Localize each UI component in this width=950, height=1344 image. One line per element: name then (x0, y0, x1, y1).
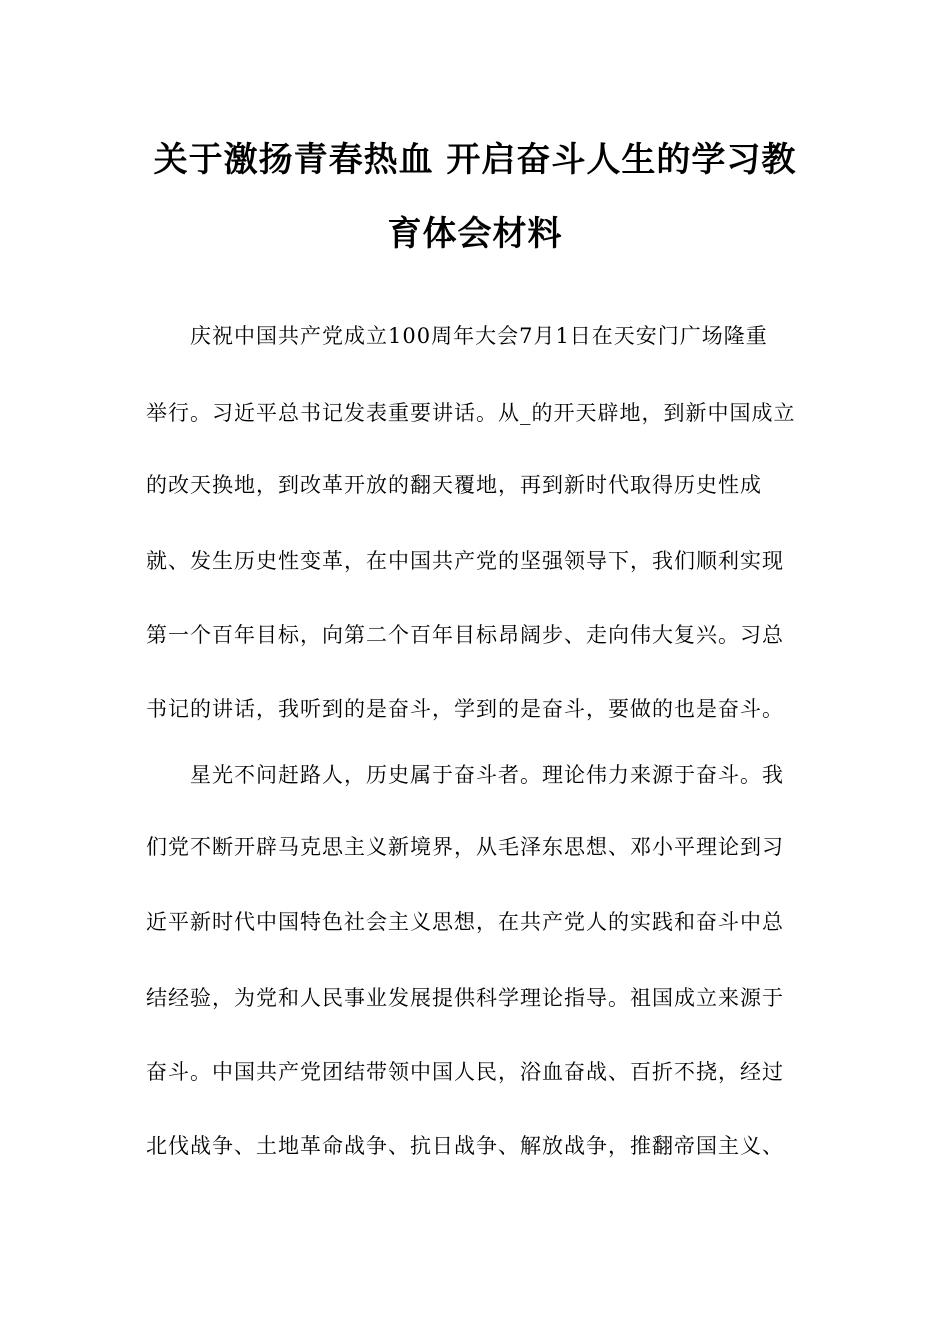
paragraph-1-line-1: 庆祝中国共产党成立100周年大会7月1日在天安门广场隆重 (190, 324, 768, 348)
paragraph-2-line-6: 北伐战争、土地革命战争、抗日战争、解放战争，推翻帝国主义、 (146, 1134, 784, 1158)
paragraph-1-line-3: 的改天换地，到改革开放的翻天覆地，再到新时代取得历史性成 (146, 473, 762, 497)
paragraph-2-line-1: 星光不问赶路人，历史属于奋斗者。理论伟力来源于奋斗。我 (190, 763, 784, 787)
paragraph-1-line-6: 书记的讲话，我听到的是奋斗，学到的是奋斗，要做的也是奋斗。 (146, 697, 784, 721)
paragraph-2-line-2: 们党不断开辟马克思主义新境界，从毛泽东思想、邓小平理论到习 (146, 835, 784, 859)
document-title-line-1: 关于激扬青春热血 开启奋斗人生的学习教 (153, 140, 797, 180)
paragraph-2-line-3: 近平新时代中国特色社会主义思想，在共产党人的实践和奋斗中总 (146, 910, 784, 934)
paragraph-1-line-2: 举行。习近平总书记发表重要讲话。从_的开天辟地，到新中国成立 (146, 401, 796, 425)
paragraph-1-line-4: 就、发生历史性变革，在中国共产党的坚强领导下，我们顺利实现 (146, 549, 784, 573)
document-title-line-2: 育体会材料 (387, 214, 563, 254)
paragraph-1-line-5: 第一个百年目标，向第二个百年目标昂阔步、走向伟大复兴。习总 (146, 623, 784, 647)
paragraph-2-line-4: 结经验，为党和人民事业发展提供科学理论指导。祖国成立来源于 (146, 986, 784, 1010)
paragraph-2-line-5: 奋斗。中国共产党团结带领中国人民，浴血奋战、百折不挠，经过 (146, 1060, 784, 1084)
